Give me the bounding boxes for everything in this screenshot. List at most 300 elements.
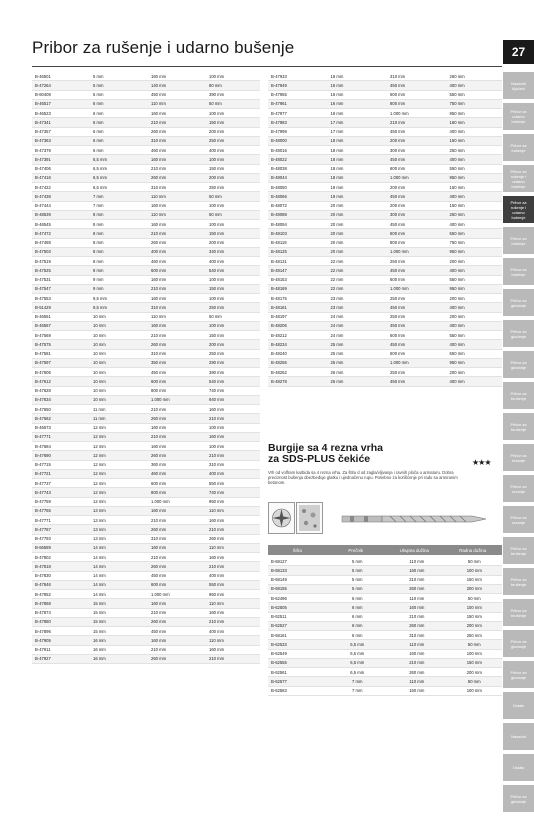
product-code-cell: B-47684 bbox=[32, 442, 90, 451]
table-row bbox=[32, 645, 260, 654]
spec-header-code: Šifra bbox=[292, 547, 302, 553]
spec-header-working-length: Radna dužina bbox=[459, 547, 487, 553]
product-code-cell: B-60408 bbox=[32, 90, 90, 99]
table-row bbox=[268, 90, 502, 99]
working-length-cell: 50 mm bbox=[206, 99, 260, 108]
table-row bbox=[32, 395, 260, 404]
total-length-cell: 160 mm bbox=[148, 321, 206, 330]
side-tab-21[interactable]: Nasadni bbox=[503, 723, 534, 750]
diameter-cell: 22 mm bbox=[328, 257, 388, 266]
left-product-table bbox=[32, 72, 260, 664]
page-number: 27 bbox=[503, 40, 534, 64]
diameter-cell: 10 mm bbox=[90, 368, 148, 377]
diameter-cell: 26 mm bbox=[328, 368, 388, 377]
working-length-cell: 950 mm bbox=[447, 358, 502, 367]
total-length-cell: 110 mm bbox=[387, 557, 447, 566]
diameter-cell: 14 mm bbox=[90, 553, 148, 562]
working-length-cell: 150 mm bbox=[206, 164, 260, 173]
diameter-cell: 11 mm bbox=[90, 405, 148, 414]
diameter-cell: 6 mm bbox=[328, 631, 388, 640]
total-length-cell: 310 mm bbox=[387, 72, 447, 81]
product-code-cell: B-47771 bbox=[32, 516, 90, 525]
total-length-cell: 600 mm bbox=[387, 331, 447, 340]
total-length-cell: 310 mm bbox=[148, 183, 206, 192]
product-code-cell: B-47264 bbox=[32, 81, 90, 90]
working-length-cell: 260 mm bbox=[206, 534, 260, 543]
product-code-cell: B-48044 bbox=[268, 173, 328, 182]
product-code-cell: B-62577 bbox=[268, 677, 328, 686]
total-length-cell: 800 mm bbox=[387, 99, 447, 108]
working-length-cell: 950 mm bbox=[447, 173, 502, 182]
product-code-cell: B-48539 bbox=[32, 210, 90, 219]
product-code-cell: B-62561 bbox=[268, 668, 328, 677]
diameter-cell: 8 mm bbox=[90, 238, 148, 247]
product-code-cell: B-48278 bbox=[268, 377, 328, 386]
rating-stars: ★★★ bbox=[472, 458, 491, 467]
working-length-cell: 390 mm bbox=[206, 368, 260, 377]
table-row bbox=[32, 636, 260, 645]
diameter-cell: 6,5 mm bbox=[90, 173, 148, 182]
section-title-line1: Burgije sa 4 rezna vrha bbox=[268, 442, 383, 454]
product-code-cell: B-47650 bbox=[32, 405, 90, 414]
total-length-cell: 110 mm bbox=[148, 192, 206, 201]
working-length-cell: 260 mm bbox=[447, 72, 502, 81]
working-length-cell: 390 mm bbox=[206, 90, 260, 99]
diameter-cell: 18 mm bbox=[328, 136, 388, 145]
table-row bbox=[268, 377, 502, 386]
working-length-cell: 250 mm bbox=[447, 146, 502, 155]
diameter-cell: 13 mm bbox=[90, 525, 148, 534]
working-length-cell: 100 mm bbox=[206, 220, 260, 229]
working-length-cell: 400 mm bbox=[447, 192, 502, 201]
table-row bbox=[268, 358, 502, 367]
spec-product-table bbox=[268, 557, 502, 696]
working-length-cell: 100 mm bbox=[447, 603, 502, 612]
diameter-cell: 5 mm bbox=[328, 575, 388, 584]
working-length-cell: 250 mm bbox=[206, 183, 260, 192]
working-length-cell: 340 mm bbox=[206, 247, 260, 256]
spec-table-row bbox=[268, 631, 502, 640]
table-row bbox=[32, 349, 260, 358]
table-row bbox=[32, 414, 260, 423]
working-length-cell: 100 mm bbox=[447, 686, 502, 695]
table-row bbox=[32, 340, 260, 349]
table-row bbox=[32, 275, 260, 284]
diameter-cell: 16 mm bbox=[328, 90, 388, 99]
total-length-cell: 210 mm bbox=[148, 405, 206, 414]
working-length-cell: 150 mm bbox=[206, 229, 260, 238]
working-length-cell: 940 mm bbox=[206, 395, 260, 404]
diameter-cell: 7 mm bbox=[90, 201, 148, 210]
product-code-cell: B-46523 bbox=[32, 109, 90, 118]
total-length-cell: 260 mm bbox=[387, 584, 447, 593]
total-length-cell: 450 mm bbox=[387, 340, 447, 349]
diameter-cell: 20 mm bbox=[328, 210, 388, 219]
working-length-cell: 400 mm bbox=[206, 469, 260, 478]
product-code-cell: B-62549 bbox=[268, 649, 328, 658]
product-code-cell: B-46551 bbox=[32, 312, 90, 321]
side-tab-13[interactable]: Pribor za rezanje bbox=[503, 475, 534, 502]
total-length-cell: 160 mm bbox=[148, 543, 206, 552]
diameter-cell: 16 mm bbox=[90, 636, 148, 645]
product-code-cell: B-48175 bbox=[268, 294, 328, 303]
product-code-cell: B-47911 bbox=[32, 645, 90, 654]
table-row bbox=[268, 220, 502, 229]
working-length-cell: 100 mm bbox=[206, 294, 260, 303]
product-code-cell: B-47581 bbox=[32, 349, 90, 358]
diameter-cell: 6,5 mm bbox=[90, 155, 148, 164]
product-code-cell: B-48103 bbox=[268, 229, 328, 238]
table-row bbox=[268, 99, 502, 108]
total-length-cell: 160 mm bbox=[148, 155, 206, 164]
product-code-cell: B-68133 bbox=[268, 566, 328, 575]
diameter-cell: 5 mm bbox=[90, 72, 148, 81]
table-row bbox=[32, 136, 260, 145]
diameter-cell: 14 mm bbox=[90, 571, 148, 580]
side-tab-19[interactable]: Pribor za glodanje bbox=[503, 661, 534, 688]
product-code-cell: B-62555 bbox=[268, 658, 328, 667]
total-length-cell: 260 mm bbox=[148, 127, 206, 136]
product-code-cell: B-47531 bbox=[32, 275, 90, 284]
diameter-cell: 25 mm bbox=[328, 340, 388, 349]
working-length-cell: 750 mm bbox=[447, 99, 502, 108]
total-length-cell: 310 mm bbox=[148, 349, 206, 358]
total-length-cell: 210 mm bbox=[148, 553, 206, 562]
spec-header-diameter: Prečnik bbox=[348, 547, 364, 553]
total-length-cell: 450 mm bbox=[387, 127, 447, 136]
total-length-cell: 450 mm bbox=[148, 571, 206, 580]
concrete-icon bbox=[296, 502, 323, 534]
product-code-cell: B-48256 bbox=[268, 358, 328, 367]
total-length-cell: 800 mm bbox=[148, 488, 206, 497]
working-length-cell: 200 mm bbox=[447, 621, 502, 630]
total-length-cell: 450 mm bbox=[148, 627, 206, 636]
total-length-cell: 110 mm bbox=[148, 210, 206, 219]
diameter-cell: 6 mm bbox=[328, 621, 388, 630]
product-code-cell: B-47547 bbox=[32, 284, 90, 293]
total-length-cell: 450 mm bbox=[387, 81, 447, 90]
side-tab-2[interactable]: Pribor za bušenje bbox=[503, 134, 534, 161]
total-length-cell: 460 mm bbox=[148, 257, 206, 266]
product-code-cell: B-47575 bbox=[32, 340, 90, 349]
total-length-cell: 310 mm bbox=[148, 534, 206, 543]
side-tab-10[interactable]: Pribor za brušenje bbox=[503, 382, 534, 409]
total-length-cell: 160 mm bbox=[148, 201, 206, 210]
product-code-cell: B-47961 bbox=[268, 99, 328, 108]
side-tab-3[interactable]: Pribor za rušenje i udarno bušenje bbox=[503, 165, 534, 192]
total-length-cell: 800 mm bbox=[387, 238, 447, 247]
diameter-cell: 25 mm bbox=[328, 349, 388, 358]
spec-table-row bbox=[268, 612, 502, 621]
working-length-cell: 400 mm bbox=[447, 220, 502, 229]
diameter-cell: 23 mm bbox=[328, 294, 388, 303]
diameter-cell: 6 mm bbox=[90, 136, 148, 145]
total-length-cell: 600 mm bbox=[387, 349, 447, 358]
product-code-cell: B-47846 bbox=[32, 580, 90, 589]
product-code-cell: B-62511 bbox=[268, 612, 328, 621]
working-length-cell: 550 mm bbox=[447, 349, 502, 358]
table-row bbox=[32, 590, 260, 599]
working-length-cell: 250 mm bbox=[206, 349, 260, 358]
product-code-cell: B-47949 bbox=[268, 81, 328, 90]
side-tab-6[interactable]: Pribor za bušenje bbox=[503, 258, 534, 285]
product-code-cell: B-47690 bbox=[32, 451, 90, 460]
table-row bbox=[268, 183, 502, 192]
diameter-cell: 19 mm bbox=[328, 183, 388, 192]
product-code-cell: B-47612 bbox=[32, 377, 90, 386]
table-row bbox=[32, 109, 260, 118]
table-row bbox=[32, 432, 260, 441]
diameter-cell: 12 mm bbox=[90, 488, 148, 497]
total-length-cell: 200 mm bbox=[387, 201, 447, 210]
total-length-cell: 260 mm bbox=[148, 238, 206, 247]
table-row bbox=[32, 238, 260, 247]
side-tab-4[interactable]: Pribor za rušenje i udarno bušenje bbox=[503, 196, 534, 223]
product-code-cell: B-47606 bbox=[32, 368, 90, 377]
working-length-cell: 210 mm bbox=[206, 451, 260, 460]
table-row bbox=[32, 525, 260, 534]
product-code-cell: B-62496 bbox=[268, 594, 328, 603]
side-tab-23[interactable]: Pribor za glodanje bbox=[503, 785, 534, 812]
working-length-cell: 100 mm bbox=[206, 109, 260, 118]
working-length-cell: 740 mm bbox=[206, 488, 260, 497]
working-length-cell: 540 mm bbox=[206, 266, 260, 275]
section-title bbox=[268, 443, 383, 465]
diameter-cell: 20 mm bbox=[328, 220, 388, 229]
table-row bbox=[32, 479, 260, 488]
table-row bbox=[268, 331, 502, 340]
product-code-cell: B-47357 bbox=[32, 127, 90, 136]
table-row bbox=[268, 109, 502, 118]
diameter-cell: 16 mm bbox=[328, 99, 388, 108]
total-length-cell: 200 mm bbox=[387, 183, 447, 192]
page-title: Pribor za rušenje i udarno bušenje bbox=[32, 38, 295, 57]
working-length-cell: 400 mm bbox=[447, 81, 502, 90]
working-length-cell: 80 mm bbox=[206, 81, 260, 90]
working-length-cell: 550 mm bbox=[206, 580, 260, 589]
table-row bbox=[32, 534, 260, 543]
diameter-cell: 9 mm bbox=[90, 284, 148, 293]
diameter-cell: 18 mm bbox=[328, 173, 388, 182]
total-length-cell: 210 mm bbox=[148, 608, 206, 617]
product-code-cell: B-47765 bbox=[32, 506, 90, 515]
total-length-cell: 210 mm bbox=[387, 658, 447, 667]
total-length-cell: 800 mm bbox=[148, 386, 206, 395]
product-code-cell: B-47880 bbox=[32, 617, 90, 626]
working-length-cell: 160 mm bbox=[206, 516, 260, 525]
diameter-cell: 6,5 mm bbox=[328, 658, 388, 667]
working-length-cell: 210 mm bbox=[206, 617, 260, 626]
spec-table-row bbox=[268, 649, 502, 658]
table-row bbox=[32, 617, 260, 626]
product-code-cell: B-48094 bbox=[268, 220, 328, 229]
side-tab-20[interactable]: Ostalo bbox=[503, 692, 534, 719]
product-code-cell: B-47793 bbox=[32, 534, 90, 543]
working-length-cell: 200 mm bbox=[206, 340, 260, 349]
diameter-cell: 6 mm bbox=[328, 603, 388, 612]
product-code-cell: B-62533 bbox=[268, 640, 328, 649]
total-length-cell: 1.000 mm bbox=[387, 284, 447, 293]
total-length-cell: 450 mm bbox=[387, 377, 447, 386]
side-tab-5[interactable]: Pribor za bušenje bbox=[503, 227, 534, 254]
diameter-cell: 10 mm bbox=[90, 395, 148, 404]
total-length-cell: 600 mm bbox=[148, 377, 206, 386]
working-length-cell: 400 mm bbox=[447, 377, 502, 386]
table-row bbox=[32, 146, 260, 155]
diameter-cell: 13 mm bbox=[90, 516, 148, 525]
working-length-cell: 50 mm bbox=[206, 210, 260, 219]
table-row bbox=[32, 247, 260, 256]
product-code-cell: B-48181 bbox=[268, 303, 328, 312]
diameter-cell: 15 mm bbox=[90, 608, 148, 617]
side-tab-7[interactable]: Pribor za glodanje bbox=[503, 289, 534, 316]
table-row bbox=[268, 294, 502, 303]
section-title-line2: za SDS-PLUS čekiće bbox=[268, 453, 371, 465]
working-length-cell: 50 mm bbox=[447, 677, 502, 686]
diameter-cell: 13 mm bbox=[90, 506, 148, 515]
working-length-cell: 400 mm bbox=[447, 155, 502, 164]
total-length-cell: 210 mm bbox=[148, 118, 206, 127]
total-length-cell: 160 mm bbox=[148, 220, 206, 229]
table-row bbox=[32, 506, 260, 515]
diameter-cell: 24 mm bbox=[328, 321, 388, 330]
spec-table-row bbox=[268, 658, 502, 667]
table-row bbox=[32, 405, 260, 414]
diameter-cell: 19 mm bbox=[328, 192, 388, 201]
drill-bit-image bbox=[340, 512, 490, 526]
side-tab-9[interactable]: Pribor za glodanje bbox=[503, 351, 534, 378]
diameter-cell: 12 mm bbox=[90, 469, 148, 478]
spec-table-row bbox=[268, 575, 502, 584]
diameter-cell: 8 mm bbox=[90, 210, 148, 219]
side-tab-17[interactable]: Pribor za brušenje bbox=[503, 599, 534, 626]
product-code-cell: B-47503 bbox=[32, 247, 90, 256]
diameter-cell: 6 mm bbox=[90, 127, 148, 136]
total-length-cell: 210 mm bbox=[148, 432, 206, 441]
diameter-cell: 22 mm bbox=[328, 275, 388, 284]
side-tab-14[interactable]: Pribor za rezanje bbox=[503, 506, 534, 533]
product-code-cell: B-47896 bbox=[32, 627, 90, 636]
working-length-cell: 100 mm bbox=[206, 201, 260, 210]
diameter-cell: 22 mm bbox=[328, 266, 388, 275]
total-length-cell: 210 mm bbox=[148, 331, 206, 340]
table-row bbox=[32, 155, 260, 164]
product-code-cell: B-48131 bbox=[268, 257, 328, 266]
diameter-cell: 10 mm bbox=[90, 358, 148, 367]
working-length-cell: 950 mm bbox=[447, 247, 502, 256]
table-row bbox=[268, 229, 502, 238]
total-length-cell: 210 mm bbox=[148, 164, 206, 173]
working-length-cell: 200 mm bbox=[447, 294, 502, 303]
total-length-cell: 260 mm bbox=[148, 562, 206, 571]
working-length-cell: 150 mm bbox=[447, 201, 502, 210]
side-tab-11[interactable]: Pribor za brušenje bbox=[503, 413, 534, 440]
side-tab-22[interactable]: Ostalo bbox=[503, 754, 534, 781]
table-row bbox=[268, 238, 502, 247]
product-code-cell: B-47715 bbox=[32, 460, 90, 469]
table-row bbox=[32, 183, 260, 192]
product-code-cell: B-48050 bbox=[268, 183, 328, 192]
diameter-cell: 6 mm bbox=[90, 109, 148, 118]
side-tab-15[interactable]: Pribor za brušenje bbox=[503, 537, 534, 564]
table-row bbox=[268, 312, 502, 321]
diameter-cell: 6 mm bbox=[328, 594, 388, 603]
total-length-cell: 210 mm bbox=[148, 645, 206, 654]
diameter-cell: 12 mm bbox=[90, 432, 148, 441]
table-row bbox=[268, 247, 502, 256]
total-length-cell: 1.000 mm bbox=[387, 173, 447, 182]
diameter-cell: 17 mm bbox=[328, 127, 388, 136]
product-code-cell: B-48262 bbox=[268, 368, 328, 377]
product-code-cell: B-47759 bbox=[32, 497, 90, 506]
table-row bbox=[32, 553, 260, 562]
table-row bbox=[268, 340, 502, 349]
product-code-cell: B-48088 bbox=[268, 210, 328, 219]
header-divider bbox=[32, 66, 502, 67]
product-code-cell: B-66589 bbox=[32, 543, 90, 552]
total-length-cell: 250 mm bbox=[387, 368, 447, 377]
working-length-cell: 250 mm bbox=[447, 631, 502, 640]
total-length-cell: 260 mm bbox=[387, 668, 447, 677]
table-row bbox=[268, 155, 502, 164]
working-length-cell: 50 mm bbox=[447, 640, 502, 649]
working-length-cell: 200 mm bbox=[206, 127, 260, 136]
side-tab-16[interactable]: Pribor za brušenje bbox=[503, 568, 534, 595]
table-row bbox=[268, 275, 502, 284]
working-length-cell: 160 mm bbox=[206, 608, 260, 617]
side-tab-18[interactable]: Pribor za glodanje bbox=[503, 630, 534, 657]
product-code-cell: B-47444 bbox=[32, 201, 90, 210]
table-row bbox=[32, 451, 260, 460]
working-length-cell: 110 mm bbox=[206, 599, 260, 608]
working-length-cell: 50 mm bbox=[206, 192, 260, 201]
side-tab-1[interactable]: Pribor za udarno bušenje bbox=[503, 103, 534, 130]
product-code-cell: B-47341 bbox=[32, 118, 90, 127]
side-tab-8[interactable]: Pribor za glodanje bbox=[503, 320, 534, 347]
working-length-cell: 250 mm bbox=[206, 303, 260, 312]
side-tab-12[interactable]: Pribor za rezanje bbox=[503, 444, 534, 471]
table-row bbox=[32, 497, 260, 506]
working-length-cell: 150 mm bbox=[447, 136, 502, 145]
working-length-cell: 100 mm bbox=[206, 72, 260, 81]
diameter-cell: 10 mm bbox=[90, 377, 148, 386]
product-code-cell: B-48240 bbox=[268, 349, 328, 358]
side-tab-0[interactable]: Nasadni ključevi bbox=[503, 72, 534, 99]
total-length-cell: 600 mm bbox=[148, 266, 206, 275]
product-code-cell: B-46567 bbox=[32, 321, 90, 330]
diameter-cell: 5 mm bbox=[90, 90, 148, 99]
working-length-cell: 200 mm bbox=[447, 368, 502, 377]
working-length-cell: 100 mm bbox=[206, 442, 260, 451]
product-code-cell: B-48125 bbox=[268, 247, 328, 256]
total-length-cell: 210 mm bbox=[387, 575, 447, 584]
diameter-cell: 11 mm bbox=[90, 414, 148, 423]
product-code-cell: B-48212 bbox=[268, 331, 328, 340]
diameter-cell: 10 mm bbox=[90, 312, 148, 321]
total-length-cell: 160 mm bbox=[148, 636, 206, 645]
table-row bbox=[32, 312, 260, 321]
table-row bbox=[32, 173, 260, 182]
table-row bbox=[268, 118, 502, 127]
product-code-cell: B-47874 bbox=[32, 608, 90, 617]
diameter-cell: 15 mm bbox=[90, 599, 148, 608]
table-row bbox=[32, 562, 260, 571]
table-row bbox=[32, 654, 260, 663]
product-code-cell: B-47416 bbox=[32, 173, 90, 182]
total-length-cell: 1.000 mm bbox=[148, 590, 206, 599]
diameter-cell: 6,5 mm bbox=[328, 668, 388, 677]
total-length-cell: 260 mm bbox=[387, 621, 447, 630]
